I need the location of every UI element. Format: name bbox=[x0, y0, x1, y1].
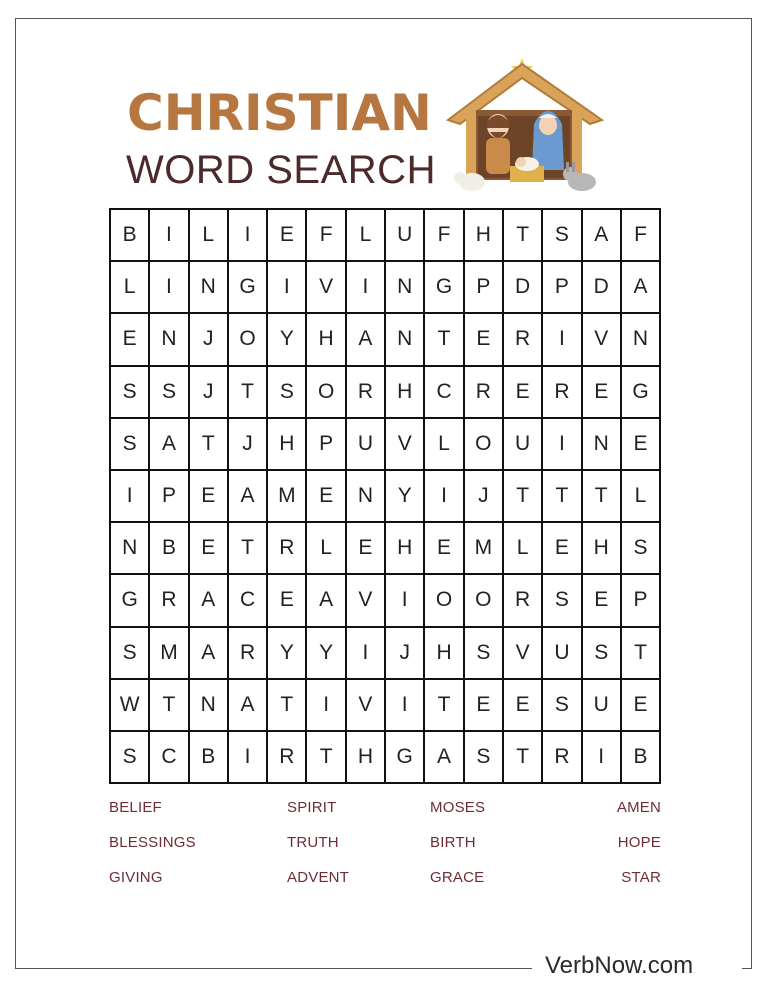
grid-cell[interactable]: Y bbox=[307, 628, 346, 680]
grid-cell[interactable]: V bbox=[347, 575, 386, 627]
word-list-item: STAR bbox=[621, 869, 661, 886]
grid-cell[interactable]: L bbox=[425, 419, 464, 471]
grid-cell[interactable]: A bbox=[190, 628, 229, 680]
grid-cell[interactable]: S bbox=[583, 628, 622, 680]
grid-cell[interactable]: A bbox=[347, 314, 386, 366]
grid-cell[interactable]: O bbox=[307, 367, 346, 419]
grid-cell[interactable]: C bbox=[425, 367, 464, 419]
grid-cell[interactable]: L bbox=[504, 523, 543, 575]
grid-cell[interactable]: H bbox=[465, 210, 504, 262]
grid-cell[interactable]: P bbox=[465, 262, 504, 314]
word-list-item: BELIEF bbox=[109, 799, 162, 816]
grid-cell[interactable]: I bbox=[347, 628, 386, 680]
grid-cell[interactable]: E bbox=[583, 575, 622, 627]
grid-cell[interactable]: A bbox=[307, 575, 346, 627]
grid-cell[interactable]: B bbox=[150, 523, 189, 575]
grid-cell[interactable]: N bbox=[386, 314, 425, 366]
grid-cell[interactable]: T bbox=[543, 471, 582, 523]
word-list-item: SPIRIT bbox=[287, 799, 337, 816]
grid-cell[interactable]: E bbox=[268, 210, 307, 262]
word-list-item: BLESSINGS bbox=[109, 834, 196, 851]
title-christian: CHRISTIAN bbox=[127, 84, 432, 142]
grid-cell[interactable]: V bbox=[386, 419, 425, 471]
grid-cell[interactable]: L bbox=[622, 471, 661, 523]
grid-cell[interactable]: N bbox=[190, 262, 229, 314]
grid-cell[interactable]: U bbox=[386, 210, 425, 262]
grid-cell[interactable]: R bbox=[543, 732, 582, 784]
grid-cell[interactable]: B bbox=[622, 732, 661, 784]
grid-cell[interactable]: L bbox=[111, 262, 150, 314]
grid-cell[interactable]: J bbox=[465, 471, 504, 523]
grid-cell[interactable]: U bbox=[347, 419, 386, 471]
grid-cell[interactable]: R bbox=[347, 367, 386, 419]
grid-cell[interactable]: T bbox=[622, 628, 661, 680]
grid-cell[interactable]: A bbox=[425, 732, 464, 784]
grid-cell[interactable]: O bbox=[229, 314, 268, 366]
title-word-search: WORD SEARCH bbox=[126, 148, 436, 192]
grid-cell[interactable]: C bbox=[150, 732, 189, 784]
grid-cell[interactable]: P bbox=[307, 419, 346, 471]
grid-cell[interactable]: P bbox=[622, 575, 661, 627]
grid-cell[interactable]: I bbox=[111, 471, 150, 523]
grid-cell[interactable]: P bbox=[543, 262, 582, 314]
grid-cell[interactable]: S bbox=[150, 367, 189, 419]
grid-cell[interactable]: V bbox=[347, 680, 386, 732]
grid-cell[interactable]: E bbox=[465, 314, 504, 366]
grid-cell[interactable]: R bbox=[150, 575, 189, 627]
grid-cell[interactable]: I bbox=[543, 419, 582, 471]
grid-cell[interactable]: T bbox=[229, 367, 268, 419]
grid-cell[interactable]: R bbox=[504, 575, 543, 627]
nativity-scene-icon bbox=[444, 58, 606, 196]
grid-cell[interactable]: I bbox=[543, 314, 582, 366]
grid-cell[interactable]: R bbox=[229, 628, 268, 680]
grid-cell[interactable]: I bbox=[583, 732, 622, 784]
grid-cell[interactable]: F bbox=[622, 210, 661, 262]
grid-cell[interactable]: R bbox=[465, 367, 504, 419]
grid-cell[interactable]: M bbox=[268, 471, 307, 523]
grid-cell[interactable]: R bbox=[543, 367, 582, 419]
grid-cell[interactable]: S bbox=[543, 575, 582, 627]
grid-cell[interactable]: H bbox=[307, 314, 346, 366]
grid-cell[interactable]: E bbox=[543, 523, 582, 575]
grid-cell[interactable]: I bbox=[150, 262, 189, 314]
grid-cell[interactable]: P bbox=[150, 471, 189, 523]
grid-cell[interactable]: I bbox=[386, 575, 425, 627]
grid-cell[interactable]: B bbox=[111, 210, 150, 262]
grid-cell[interactable]: E bbox=[504, 367, 543, 419]
grid-cell[interactable]: F bbox=[425, 210, 464, 262]
grid-cell[interactable]: T bbox=[268, 680, 307, 732]
grid-cell[interactable]: L bbox=[307, 523, 346, 575]
grid-cell[interactable]: A bbox=[229, 680, 268, 732]
grid-cell[interactable]: L bbox=[347, 210, 386, 262]
grid-cell[interactable]: S bbox=[622, 523, 661, 575]
site-watermark: VerbNow.com bbox=[545, 952, 694, 979]
grid-cell[interactable]: V bbox=[583, 314, 622, 366]
grid-cell[interactable]: U bbox=[543, 628, 582, 680]
grid-cell[interactable]: H bbox=[583, 523, 622, 575]
grid-cell[interactable]: M bbox=[150, 628, 189, 680]
grid-cell[interactable]: I bbox=[229, 732, 268, 784]
grid-cell[interactable]: G bbox=[622, 367, 661, 419]
grid-cell[interactable]: A bbox=[583, 210, 622, 262]
grid-cell[interactable]: Y bbox=[268, 628, 307, 680]
grid-cell[interactable]: A bbox=[622, 262, 661, 314]
word-list bbox=[109, 798, 661, 887]
grid-cell[interactable]: I bbox=[150, 210, 189, 262]
grid-cell[interactable]: A bbox=[229, 471, 268, 523]
grid-cell[interactable]: S bbox=[465, 628, 504, 680]
grid-cell[interactable]: G bbox=[386, 732, 425, 784]
grid-cell[interactable]: L bbox=[190, 210, 229, 262]
grid-cell[interactable]: E bbox=[111, 314, 150, 366]
grid-cell[interactable]: D bbox=[504, 262, 543, 314]
grid-cell[interactable]: I bbox=[386, 680, 425, 732]
grid-cell[interactable]: H bbox=[386, 523, 425, 575]
grid-cell[interactable]: S bbox=[543, 680, 582, 732]
grid-cell[interactable]: U bbox=[583, 680, 622, 732]
grid-cell[interactable]: S bbox=[268, 367, 307, 419]
grid-cell[interactable]: U bbox=[504, 419, 543, 471]
grid-cell[interactable]: S bbox=[111, 367, 150, 419]
grid-cell[interactable]: N bbox=[150, 314, 189, 366]
grid-cell[interactable]: G bbox=[425, 262, 464, 314]
word-list-item: GRACE bbox=[430, 869, 485, 886]
grid-cell[interactable]: V bbox=[307, 262, 346, 314]
grid-cell[interactable]: F bbox=[307, 210, 346, 262]
grid-cell[interactable]: E bbox=[347, 523, 386, 575]
grid-cell[interactable]: O bbox=[465, 419, 504, 471]
grid-cell[interactable]: H bbox=[386, 367, 425, 419]
grid-cell[interactable]: Y bbox=[386, 471, 425, 523]
grid-cell[interactable]: T bbox=[307, 732, 346, 784]
grid-cell[interactable]: I bbox=[307, 680, 346, 732]
grid-cell[interactable]: I bbox=[425, 471, 464, 523]
grid-cell[interactable]: E bbox=[622, 680, 661, 732]
word-list-item: GIVING bbox=[109, 869, 163, 886]
grid-cell[interactable]: N bbox=[386, 262, 425, 314]
grid-cell[interactable]: T bbox=[583, 471, 622, 523]
grid-cell[interactable]: R bbox=[268, 732, 307, 784]
grid-cell[interactable]: I bbox=[229, 210, 268, 262]
grid-cell[interactable]: N bbox=[190, 680, 229, 732]
grid-cell[interactable]: S bbox=[543, 210, 582, 262]
grid-cell[interactable]: E bbox=[268, 575, 307, 627]
grid-cell[interactable]: G bbox=[229, 262, 268, 314]
grid-cell[interactable]: O bbox=[425, 575, 464, 627]
grid-cell[interactable]: E bbox=[190, 471, 229, 523]
grid-cell[interactable]: H bbox=[347, 732, 386, 784]
grid-cell[interactable]: W bbox=[111, 680, 150, 732]
grid-cell[interactable]: J bbox=[190, 367, 229, 419]
word-list-item: ADVENT bbox=[287, 869, 350, 886]
grid-cell[interactable]: A bbox=[150, 419, 189, 471]
grid-cell[interactable]: J bbox=[229, 419, 268, 471]
grid-cell[interactable]: I bbox=[347, 262, 386, 314]
grid-cell[interactable]: E bbox=[583, 367, 622, 419]
grid-cell[interactable]: T bbox=[150, 680, 189, 732]
word-list-item: AMEN bbox=[616, 799, 661, 816]
grid-cell[interactable]: R bbox=[268, 523, 307, 575]
grid-cell[interactable]: G bbox=[111, 575, 150, 627]
grid-cell[interactable]: H bbox=[268, 419, 307, 471]
grid-cell[interactable]: E bbox=[622, 419, 661, 471]
grid-cell[interactable]: J bbox=[190, 314, 229, 366]
grid-cell[interactable]: R bbox=[504, 314, 543, 366]
grid-cell[interactable]: S bbox=[465, 732, 504, 784]
grid-cell[interactable]: S bbox=[111, 419, 150, 471]
grid-cell[interactable]: N bbox=[347, 471, 386, 523]
grid-cell[interactable]: T bbox=[425, 680, 464, 732]
grid-cell[interactable]: V bbox=[504, 628, 543, 680]
word-list-item: HOPE bbox=[617, 834, 661, 851]
grid-cell[interactable]: S bbox=[111, 732, 150, 784]
grid-cell[interactable]: E bbox=[504, 680, 543, 732]
grid-cell[interactable]: T bbox=[229, 523, 268, 575]
grid-cell[interactable]: B bbox=[190, 732, 229, 784]
word-list-item: BIRTH bbox=[430, 834, 476, 851]
grid-cell[interactable]: T bbox=[190, 419, 229, 471]
grid-cell[interactable]: E bbox=[465, 680, 504, 732]
grid-cell[interactable]: J bbox=[386, 628, 425, 680]
grid-cell[interactable]: Y bbox=[268, 314, 307, 366]
word-list-item: TRUTH bbox=[287, 834, 339, 851]
word-list-item: MOSES bbox=[430, 799, 486, 816]
grid-cell[interactable]: T bbox=[504, 210, 543, 262]
grid-cell[interactable]: T bbox=[504, 732, 543, 784]
grid-cell[interactable]: T bbox=[504, 471, 543, 523]
grid-cell[interactable]: T bbox=[425, 314, 464, 366]
grid-cell[interactable]: O bbox=[465, 575, 504, 627]
grid-cell[interactable]: N bbox=[622, 314, 661, 366]
grid-cell[interactable]: C bbox=[229, 575, 268, 627]
grid-cell[interactable]: N bbox=[111, 523, 150, 575]
grid-cell[interactable]: A bbox=[190, 575, 229, 627]
grid-cell[interactable]: N bbox=[583, 419, 622, 471]
grid-cell[interactable]: E bbox=[190, 523, 229, 575]
grid-cell[interactable]: S bbox=[111, 628, 150, 680]
grid-cell[interactable]: D bbox=[583, 262, 622, 314]
grid-cell[interactable]: M bbox=[465, 523, 504, 575]
grid-cell[interactable]: E bbox=[425, 523, 464, 575]
word-search-grid bbox=[109, 208, 661, 784]
grid-cell[interactable]: I bbox=[268, 262, 307, 314]
grid-cell[interactable]: H bbox=[425, 628, 464, 680]
grid-cell[interactable]: E bbox=[307, 471, 346, 523]
